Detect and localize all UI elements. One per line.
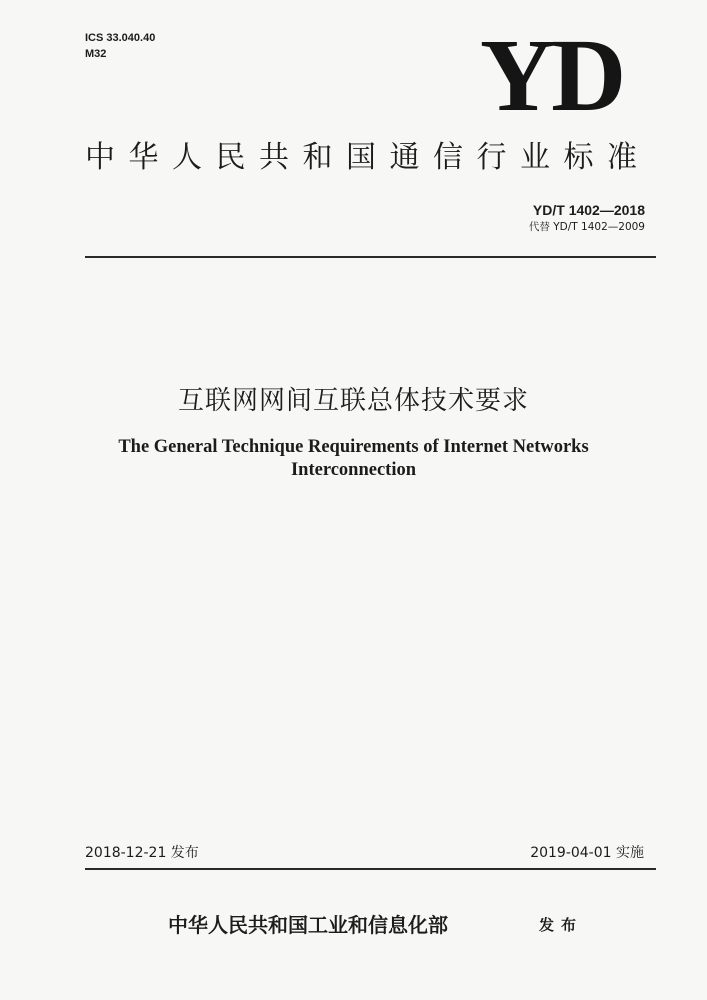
standard-number-block [529,201,645,235]
title-english-line2: Interconnection [290,460,417,480]
yd-logo: YD [480,18,623,133]
standard-number: YD/T 1402—2018 [532,202,645,218]
title-english-line1: The General Technique Requirements of Internet Networks [118,437,589,457]
issue-date: 2018-12-21 发布 [85,845,199,861]
bottom-divider [85,868,656,870]
implementation-date: 2019-04-01 实施 [530,845,644,861]
document-title-chinese: 互联网网间互联总体技术要求 [177,386,529,416]
publisher-name: 中华人民共和国工业和信息化部 [168,913,448,937]
classification-block [85,30,155,62]
replaces-standard: 代替 YD/T 1402—2009 [528,221,645,233]
industry-standard-heading: 中华人民共和国通信行业标准 [85,140,651,175]
publish-label: 发布 [539,916,584,934]
ics-code: ICS 33.040.40 [85,32,156,44]
classification-code: M32 [85,48,107,60]
document-title-english [0,436,707,482]
top-divider [85,256,656,258]
